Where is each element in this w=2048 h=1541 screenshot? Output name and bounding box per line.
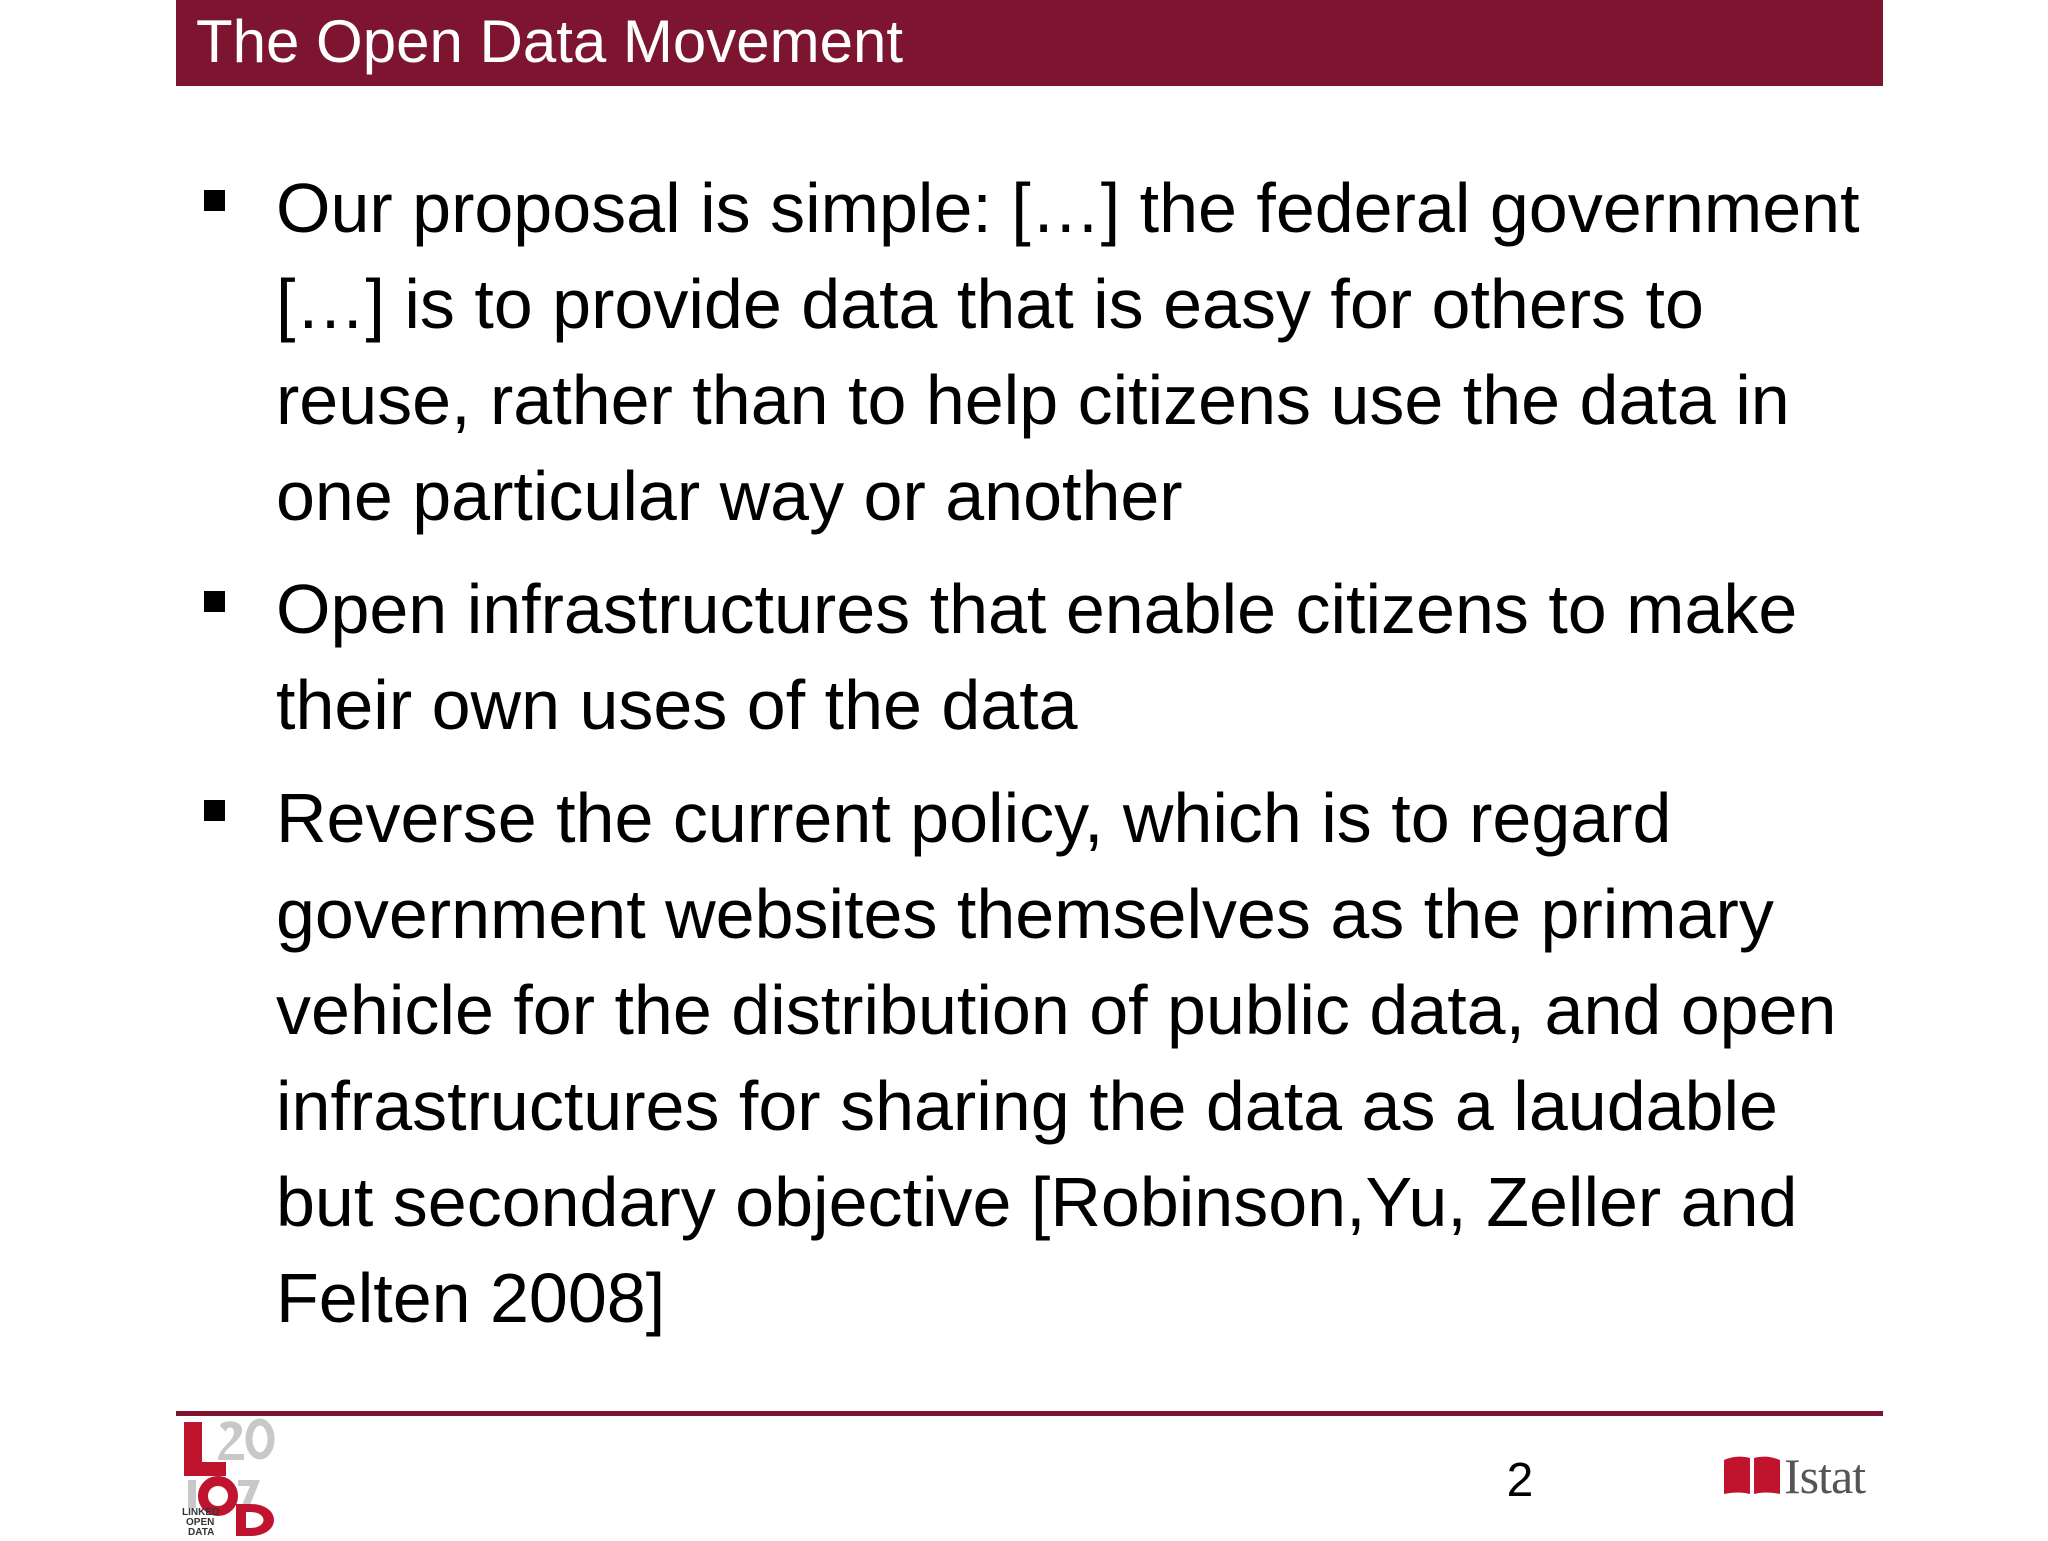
- svg-text:OPEN: OPEN: [186, 1517, 215, 1528]
- page-number: 2: [1506, 1454, 1534, 1507]
- svg-text:LINKED: LINKED: [182, 1507, 220, 1518]
- bullet-item: [196, 160, 1886, 544]
- bullet-text: Reverse the current policy, which is to regard government websites themselves as the primary vehicle for the distribution of public data, and open infrastructures for sharing the data as a laudable but secondary objective [Robinson,Yu, Zeller and Felten 2008]: [276, 779, 1837, 1337]
- lod-logo: [180, 1418, 290, 1536]
- footer-divider: [176, 1411, 1883, 1416]
- istat-wordmark: Istat: [1784, 1448, 1866, 1504]
- bullet-item: [196, 770, 1886, 1346]
- bullet-list: [196, 160, 1886, 1363]
- square-bullet-icon: [204, 800, 225, 821]
- bullet-text: Open infrastructures that enable citizens to make their own uses of the data: [276, 570, 1798, 744]
- square-bullet-icon: [204, 591, 225, 612]
- bullet-text: Our proposal is simple: […] the federal government […] is to provide data that is easy for others to reuse, rather than to help citizens use the data in one particular way or another: [276, 169, 1860, 535]
- square-bullet-icon: [204, 190, 225, 211]
- istat-mark-icon: [1722, 1454, 1782, 1496]
- title-bar: [176, 0, 1883, 86]
- svg-text:DATA: DATA: [188, 1527, 215, 1536]
- slide-title: The Open Data Movement: [196, 8, 904, 75]
- bullet-item: [196, 561, 1886, 753]
- istat-logo: [1722, 1448, 1886, 1504]
